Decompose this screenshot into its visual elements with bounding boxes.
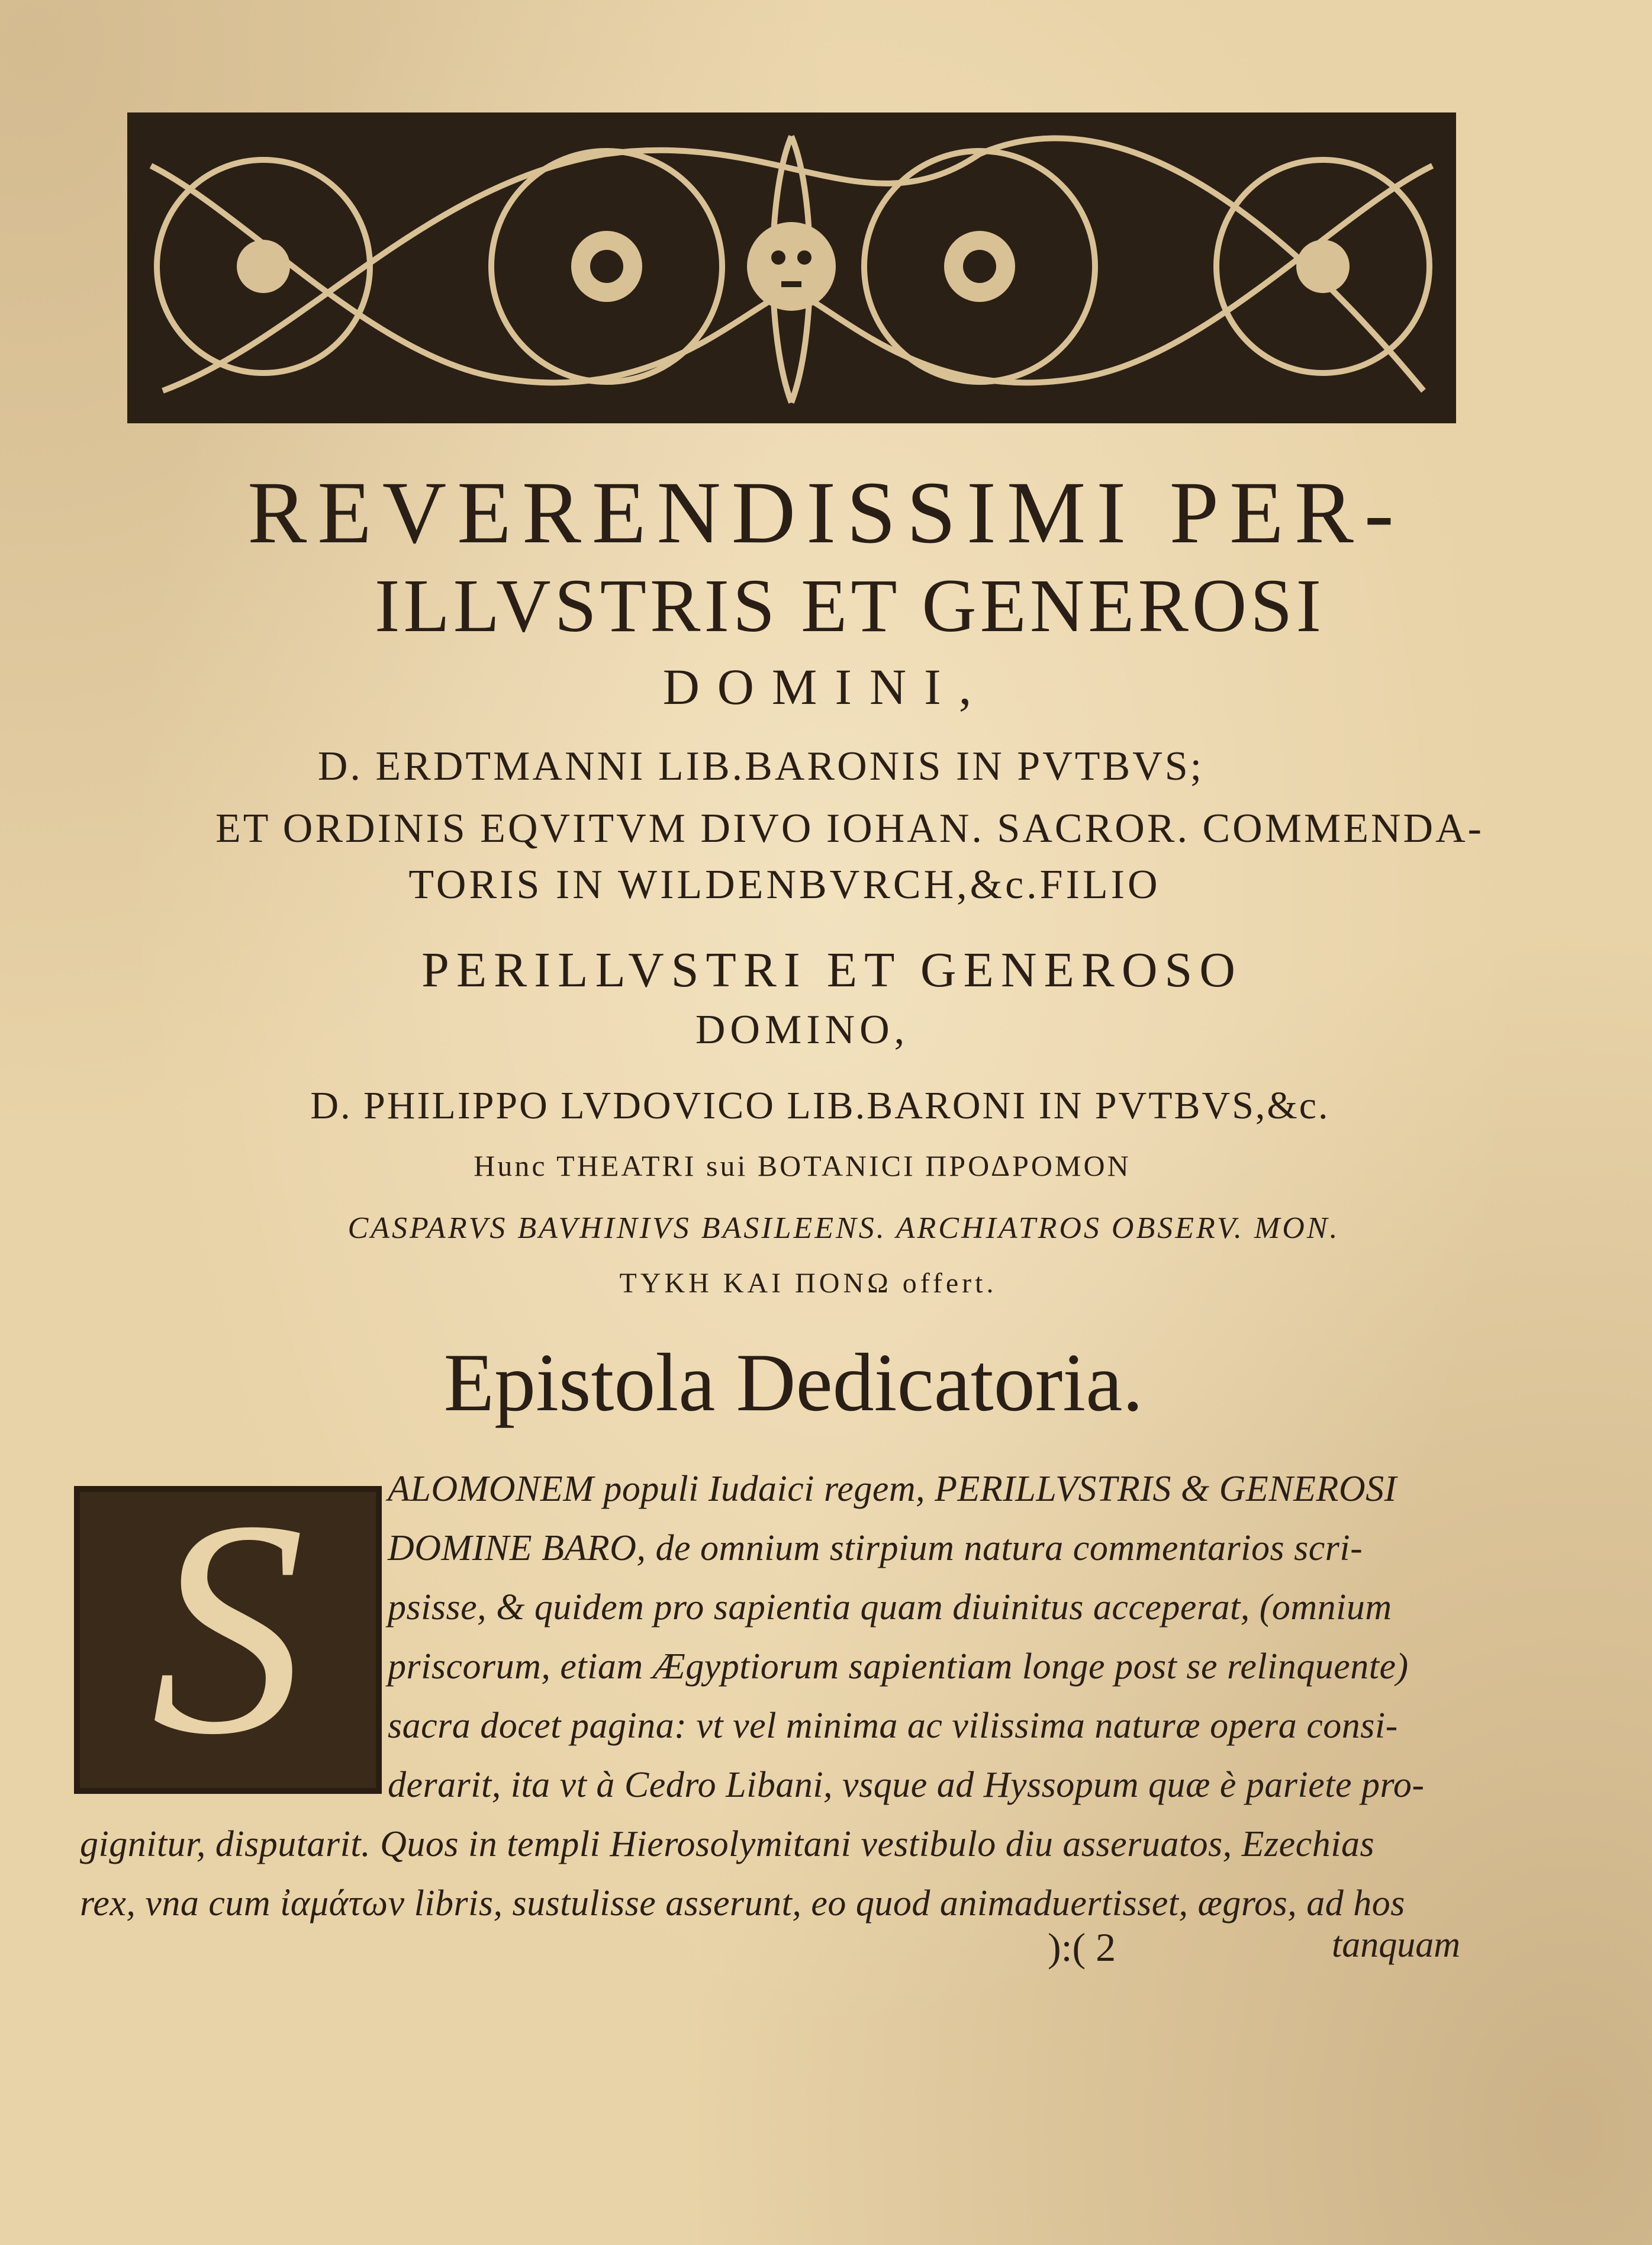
heading-line: D. ERDTMANNI LIB.BARONIS IN PVTBVS; bbox=[317, 744, 1205, 789]
heading-line: ET ORDINIS EQVITVM DIVO IOHAN. SACROR. COMMENDA- bbox=[215, 806, 1484, 851]
decorated-initial bbox=[74, 1458, 382, 1798]
heading-line: D. PHILIPPO LVDOVICO LIB.BARONI IN PVTBVS,&c. bbox=[310, 1084, 1330, 1127]
body-text-line: psisse, & quidem pro sapientia quam diuinitus acceperat, (omnium bbox=[388, 1587, 1392, 1628]
initial-letter: S bbox=[151, 1458, 305, 1798]
body-text-line: sacra docet pagina: vt vel minima ac vilissima naturæ opera consi- bbox=[388, 1706, 1398, 1746]
heading-line: TORIS IN WILDENBVRCH,&c.FILIO bbox=[408, 862, 1161, 908]
body-text-line: DOMINE BARO, de omnium stirpium natura commentarios scri- bbox=[388, 1528, 1363, 1568]
heading-line: DOMINI, bbox=[662, 658, 990, 715]
body-text-line: ALOMONEM populi Iudaici regem, PERILLVSTRIS & GENEROSI bbox=[388, 1469, 1397, 1509]
heading-line: Hunc THEATRI sui BOTANICI ΠΡΟΔΡΟΜΟΝ bbox=[474, 1149, 1131, 1182]
body-text-line: rex, vna cum ἰαμάτων libris, sustulisse asserunt, eo quod animaduertisset, ægros, ad hos bbox=[80, 1883, 1405, 1924]
catchword: tanquam bbox=[1332, 1925, 1460, 1965]
section-title: Epistola Dedicatoria. bbox=[443, 1337, 1144, 1429]
heading-line: DOMINO, bbox=[695, 1007, 910, 1053]
heading-line: ILLVSTRIS ET GENEROSI bbox=[374, 564, 1325, 648]
body-text-line: derarit, ita vt à Cedro Libani, vsque ad Hyssopum quæ è pariete pro- bbox=[388, 1765, 1425, 1805]
heading-line: ΤΥΚΗ ΚΑΙ ΠΟΝΩ offert. bbox=[619, 1268, 997, 1299]
signature-mark: ):( 2 bbox=[1048, 1925, 1116, 1970]
heading-line: PERILLVSTRI ET GENEROSO bbox=[421, 943, 1242, 998]
heading-line: CASPARVS BAVHINIVS BASILEENS. ARCHIATROS OBSERV. MON. bbox=[347, 1211, 1340, 1245]
body-text-line: gignitur, disputarit. Quos in templi Hierosolymitani vestibulo diu asseruatos, Ezechias bbox=[80, 1824, 1375, 1864]
heading-line: REVERENDISSIMI PER- bbox=[247, 464, 1405, 562]
body-text-line: priscorum, etiam Ægyptiorum sapientiam longe post se relinquente) bbox=[388, 1646, 1409, 1687]
ornamental-headpiece bbox=[127, 112, 1456, 423]
